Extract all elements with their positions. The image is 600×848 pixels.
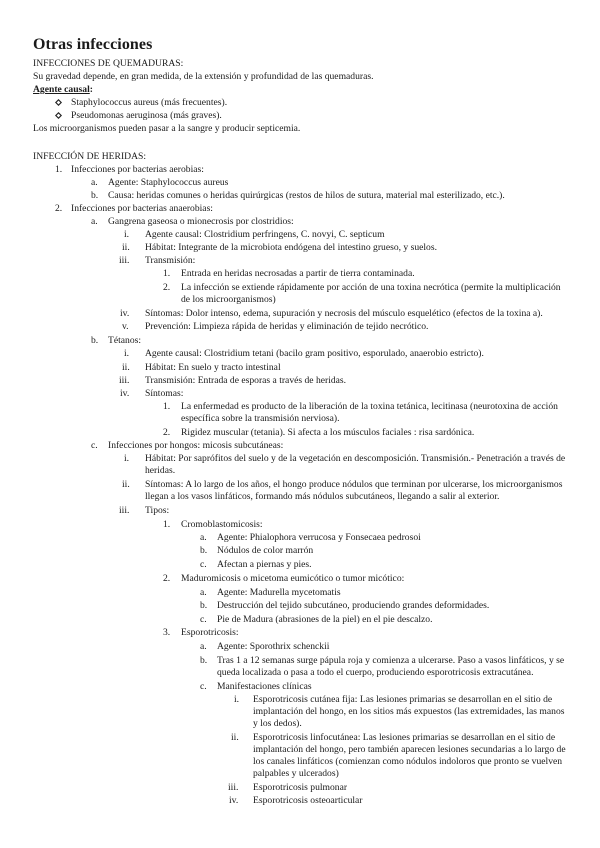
- list-marker: 2.: [163, 427, 171, 438]
- gangrene-agent: Agente causal: Clostridium perfringens, C. novyi, C. septicum: [145, 229, 385, 240]
- fungi-symptoms: Síntomas: A lo largo de los años, el hongo produce nódulos que terminan por ulcerarse, los microorganismos: [145, 479, 563, 490]
- list-marker: iii.: [119, 255, 130, 266]
- list-marker: iii.: [119, 505, 130, 516]
- list-marker: 1.: [163, 268, 171, 279]
- gangrene-symptoms: Síntomas: Dolor intenso, edema, supuración y necrosis del músculo esquelético (efectos de la toxina a).: [145, 308, 543, 319]
- burns-gravity-text: Su gravedad depende, en gran medida, de la extensión y profundidad de las quemaduras.: [33, 71, 374, 82]
- aerobic-agent: Agente: Staphylococcus aureus: [108, 177, 229, 188]
- list-marker: a.: [91, 177, 98, 188]
- list-marker: a.: [200, 641, 207, 652]
- list-marker: 1.: [55, 164, 63, 175]
- maduro-foot: Pie de Madura (abrasiones de la piel) en el pie descalzo.: [217, 614, 433, 625]
- tetanus-title: Tétanos:: [108, 335, 142, 346]
- sporo-progression-cont: queda localizada o pasa a todo el cuerpo, produciendo esporotricosis extracutánea.: [217, 667, 534, 678]
- list-marker: iv.: [120, 308, 130, 319]
- tetanus-symptom-1-cont: específica sobre la transmisión nerviosa).: [181, 413, 340, 424]
- list-marker: iii.: [119, 375, 130, 386]
- agent-text: Pseudomonas aeruginosa (más graves).: [71, 110, 222, 121]
- chromo-nodules: Nódulos de color marrón: [217, 545, 314, 556]
- sporo-lymphocutaneous-cont: palpables y ulcerados): [253, 768, 339, 779]
- list-marker: i.: [124, 453, 130, 464]
- sporo-lymphocutaneous-cont: implantación del hongo, pero también aparecen lesiones secundarias a lo largo de: [253, 744, 566, 755]
- sporo-fixed-cutaneous-cont: y los dedos).: [253, 718, 302, 729]
- sporo-title: Esporotricosis:: [181, 627, 239, 638]
- list-marker: b.: [200, 600, 208, 611]
- list-marker: ii.: [122, 242, 130, 253]
- agent-causal-label: Agente causal: [33, 84, 90, 95]
- list-marker: a.: [200, 532, 207, 543]
- aerobic-cause: Causa: heridas comunes o heridas quirúrgicas (restos de hilos de sutura, material mal esterilizado, etc.).: [108, 190, 505, 201]
- maduro-agent: Agente: Madurella mycetomatis: [217, 587, 341, 598]
- gangrene-transmission: Transmisión:: [145, 255, 196, 266]
- anaerobic-title: Infecciones por bacterias anaerobias:: [71, 203, 213, 214]
- list-marker: iv.: [229, 795, 239, 806]
- list-marker: b.: [91, 335, 99, 346]
- fungi-symptoms-cont: llegan a los vasos linfáticos, formando más nódulos subcutáneos, llegando a salir al exterior.: [145, 491, 500, 502]
- tetanus-habitat: Hábitat: En suelo y tracto intestinal: [145, 362, 281, 373]
- tetanus-symptom-2: Rigidez muscular (tetania). Si afecta a los músculos faciales : risa sardónica.: [181, 427, 475, 438]
- diamond-bullet-icon: [55, 112, 62, 119]
- list-marker: c.: [91, 440, 98, 451]
- fungi-habitat: Hábitat: Por saprófitos del suelo y de la vegetación en descomposición. Transmisión.- Penetración a través de: [145, 453, 566, 464]
- chromo-title: Cromoblastomicosis:: [181, 519, 263, 530]
- sporo-agent: Agente: Sporothrix schenckii: [217, 641, 330, 652]
- list-marker: ii.: [122, 362, 130, 373]
- aerobic-title: Infecciones por bacterias aerobias:: [71, 164, 204, 175]
- chromo-agent: Agente: Phialophora verrucosa y Fonsecaea pedrosoi: [217, 532, 421, 543]
- gangrene-transmission-2-cont: de los microorganismos): [181, 294, 276, 305]
- agent-list-item: [55, 97, 228, 109]
- chromo-location: Afectan a piernas y pies.: [217, 559, 312, 570]
- septicemia-text: Los microorganismos pueden pasar a la sangre y producir septicemia.: [33, 123, 301, 134]
- maduro-destruction: Destrucción del tejido subcutáneo, produciendo grandes deformidades.: [217, 600, 490, 611]
- list-marker: c.: [200, 681, 207, 692]
- list-marker: v.: [122, 321, 129, 332]
- wounds-heading: INFECCIÓN DE HERIDAS:: [33, 151, 146, 162]
- agent-causal-heading: Agente causal:: [33, 84, 93, 95]
- gangrene-prevention: Prevención: Limpieza rápida de heridas y eliminación de tejido necrótico.: [145, 321, 429, 332]
- list-marker: 3.: [163, 627, 171, 638]
- fungi-title: Infecciones por hongos: micosis subcutáneas:: [108, 440, 284, 451]
- list-marker: 1.: [163, 519, 171, 530]
- gangrene-transmission-2: La infección se extiende rápidamente por acción de una toxina necrótica (permite la multiplicación: [181, 282, 561, 293]
- list-marker: iv.: [120, 388, 130, 399]
- sporo-osteoarticular: Esporotricosis osteoarticular: [253, 795, 363, 806]
- list-marker: iii.: [228, 782, 239, 793]
- gangrene-habitat: Hábitat: Integrante de la microbiota endógena del intestino grueso, y suelos.: [145, 242, 437, 253]
- list-marker: 2.: [163, 573, 171, 584]
- sporo-manifestations: Manifestaciones clínicas: [217, 681, 312, 692]
- diamond-bullet-icon: [55, 99, 62, 106]
- sporo-pulmonary: Esporotricosis pulmonar: [253, 782, 348, 793]
- list-marker: 2.: [163, 282, 171, 293]
- list-marker: a.: [200, 587, 207, 598]
- sporo-lymphocutaneous: Esporotricosis linfocutánea: Las lesiones primarias se desarrollan en el sitio de: [253, 732, 556, 743]
- list-marker: b.: [200, 545, 208, 556]
- list-marker: i.: [234, 694, 240, 705]
- list-marker: c.: [200, 559, 207, 570]
- burns-heading: INFECCIONES DE QUEMADURAS:: [33, 58, 184, 69]
- list-marker: i.: [124, 229, 130, 240]
- list-marker: ii.: [231, 732, 239, 743]
- list-marker: i.: [124, 348, 130, 359]
- fungi-habitat-cont: heridas.: [145, 465, 176, 476]
- list-marker: 2.: [55, 203, 63, 214]
- maduro-title: Maduromicosis o micetoma eumicótico o tumor micótico:: [181, 573, 405, 584]
- sporo-lymphocutaneous-cont: los canales linfáticos (comienzan como nódulos indoloros que pronto se vuelven: [253, 756, 563, 767]
- agent-text: Staphylococcus aureus (más frecuentes).: [71, 97, 228, 108]
- tetanus-symptoms: Síntomas:: [145, 388, 184, 399]
- sporo-fixed-cutaneous-cont: implantación del hongo, en los sitios más expuestos (las extremidades, las manos: [253, 706, 565, 717]
- sporo-fixed-cutaneous: Esporotricosis cutánea fija: Las lesiones primarias se desarrollan en el sitio de: [253, 694, 553, 705]
- agent-list-item: [55, 110, 222, 122]
- gangrene-title: Gangrena gaseosa o mionecrosis por clostridios:: [108, 216, 294, 227]
- list-marker: c.: [200, 614, 207, 625]
- list-marker: 1.: [163, 401, 171, 412]
- gangrene-transmission-1: Entrada en heridas necrosadas a partir de tierra contaminada.: [181, 268, 415, 279]
- list-marker: b.: [91, 190, 99, 201]
- list-marker: b.: [200, 655, 208, 666]
- sporo-progression: Tras 1 a 12 semanas surge pápula roja y comienza a ulcerarse. Paso a vasos linfáticos, y se: [217, 655, 565, 666]
- list-marker: ii.: [122, 479, 130, 490]
- tetanus-symptom-1: La enfermedad es producto de la liberación de la toxina tetánica, lecitinasa (neurotoxina de acción: [181, 401, 558, 412]
- list-marker: a.: [91, 216, 98, 227]
- tetanus-agent: Agente causal: Clostridium tetani (bacilo gram positivo, esporulado, anaerobio estricto).: [145, 348, 484, 359]
- document-title: Otras infecciones: [33, 36, 153, 53]
- tetanus-transmission: Transmisión: Entrada de esporas a través de heridas.: [145, 375, 347, 386]
- fungi-types: Tipos:: [145, 505, 170, 516]
